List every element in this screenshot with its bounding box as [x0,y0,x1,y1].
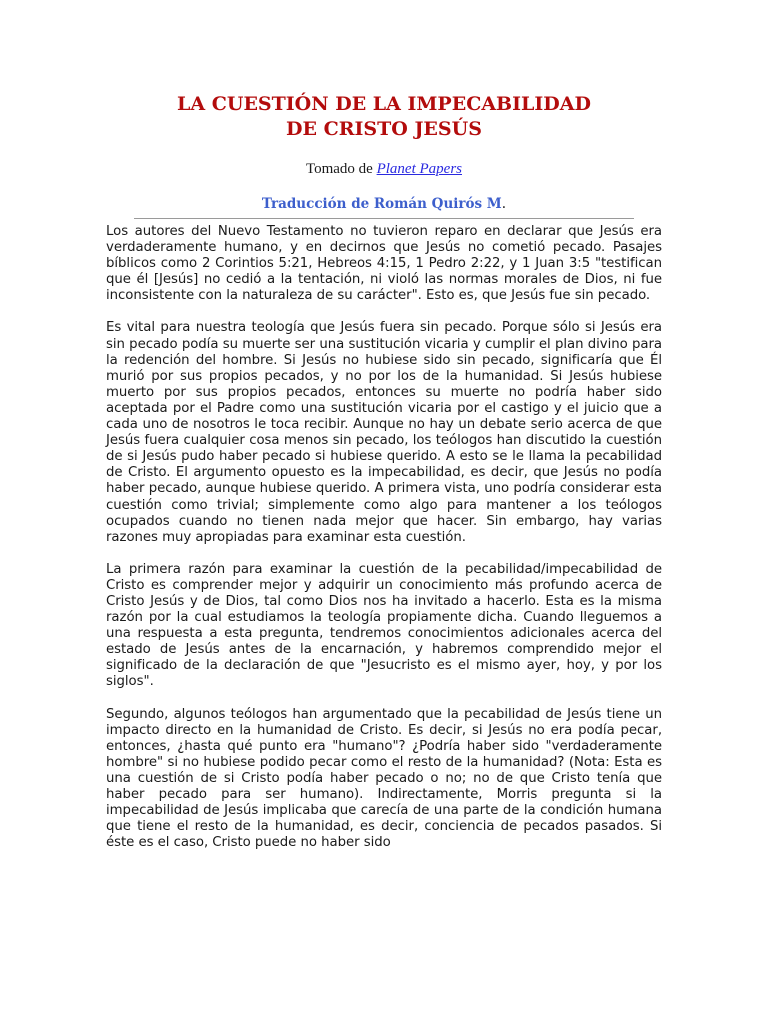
title-line-1: LA CUESTIÓN DE LA IMPECABILIDAD [177,93,591,115]
title-line-2: DE CRISTO JESÚS [286,118,482,140]
translator-credit [106,196,662,212]
planet-papers-link[interactable]: Planet Papers [376,161,462,177]
source-prefix: Tomado de [305,161,373,177]
paragraph-2: Es vital para nuestra teología que Jesús fuera sin pecado. Porque sólo si Jesús era sin pecado podía su muerte ser una sustitución vicaria y cumplir el plan divino para la redención del hombre. Si Jesús no hubiese sido sin pecado, significaría que Él murió por sus propios pecados, y no por los de la humanidad. Si Jesús hubiese muerto por sus propios pecados, entonces su muerte no podría haber sido aceptada por el Padre como una sustitución vicaria por el castigo y el juicio que a cada uno de nosotros le toca recibir. Aunque no hay un debate serio acerca de que Jesús fuera cualquier cosa menos sin pecado, los teólogos han discutido la cuestión de si Jesús pudo haber pecado si hubiese querido. A esto se le llama la pecabilidad de Cristo. El argumento opuesto es la impecabilidad, es decir, que Jesús no podía haber pecado, aunque hubiese querido. A primera vista, uno podría considerar esta cuestión como trivial; simplemente como algo para mantener a los teólogos ocupados cuando no tienen nada mejor que hacer. Sin embargo, hay varias razones muy apropiadas para examinar esta cuestión. [106,320,662,545]
divider [134,218,634,219]
article-body [106,224,662,851]
source-line [106,161,662,178]
translator-suffix: . [501,196,507,212]
translator-text: Traducción de Román Quirós M [261,196,502,212]
paragraph-4: Segundo, algunos teólogos han argumentado que la pecabilidad de Jesús tiene un impacto directo en la humanidad de Cristo. Es decir, si Jesús no era podía pecar, entonces, ¿hasta qué punto era "humano"? ¿Podría haber sido "verdaderamente hombre" si no hubiese podido pecar como el resto de la humanidad? (Nota: Esta es una cuestión de si Cristo podía haber pecado o no; no de que Cristo tenía que haber pecado para ser humano). Indirectamente, Morris pregunta si la impecabilidad de Jesús implicaba que carecía de una parte de la condición humana que tiene el resto de la humanidad, es decir, conciencia de pecados pasados. Si éste es el caso, Cristo puede no haber sido [106,706,662,851]
paragraph-1: Los autores del Nuevo Testamento no tuvieron reparo en declarar que Jesús era verdaderamente humano, y en decirnos que Jesús no cometió pecado. Pasajes bíblicos como 2 Corintios 5:21, Hebreos 4:15, 1 Pedro 2:22, y 1 Juan 3:5 "testifican que él [Jesús] no cedió a la tentación, ni violó las normas morales de Dios, ni fue inconsistente con la naturaleza de su carácter". Esto es, que Jesús fue sin pecado. [106,224,662,304]
paragraph-3: La primera razón para examinar la cuestión de la pecabilidad/impecabilidad de Cristo es comprender mejor y adquirir un conocimiento más profundo acerca de Cristo Jesús y de Dios, tal como Dios nos ha invitado a hacerlo. Esta es la misma razón por la cual estudiamos la teología propiamente dicha. Cuando lleguemos a una respuesta a esta pregunta, tendremos conocimientos adicionales acerca del estado de Jesús antes de la encarnación, y habremos comprendido mejor el significado de la declaración de que "Jesucristo es el mismo ayer, hoy, y por los siglos". [106,561,662,690]
document-title [106,92,662,142]
